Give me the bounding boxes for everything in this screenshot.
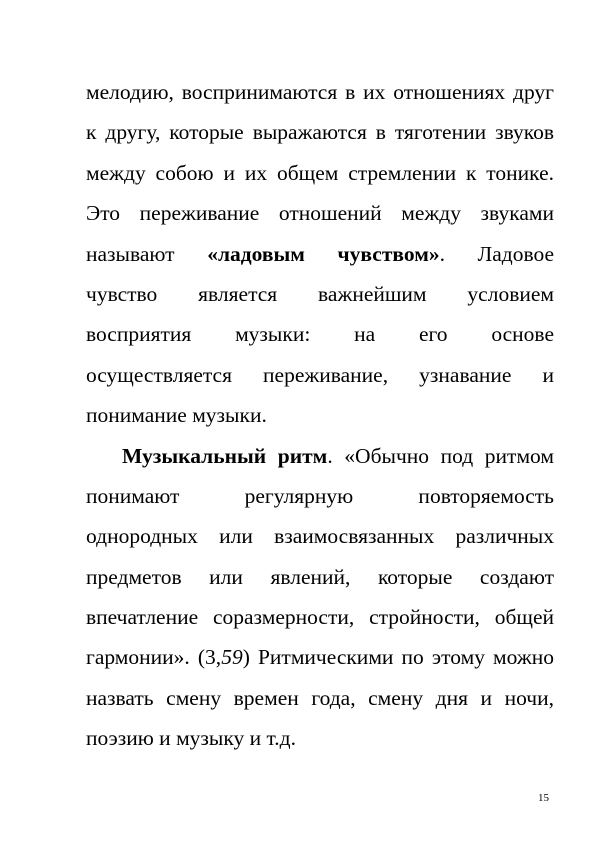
text-line: осуществляется переживание, узнавание и	[86, 362, 554, 387]
text-line: понимание музыки.	[86, 403, 267, 428]
text-segment: . «Обычно под ритмом	[327, 443, 554, 468]
text-line: понимают регулярную повторяемость	[86, 483, 554, 508]
text-segment: гармонии». (3,	[86, 645, 222, 670]
text-line: однородных или взаимосвязанных различных	[86, 524, 554, 549]
text-segment: называют	[86, 241, 208, 266]
text-line: к другу, которые выражаются в тяготении звуков	[86, 120, 554, 145]
text-segment: . Ладовое	[439, 241, 554, 266]
text-line	[86, 637, 554, 677]
text-line: Это переживание отношений между звуками	[86, 201, 554, 226]
citation-page: 59	[221, 645, 243, 670]
main-text	[86, 72, 554, 759]
text-line: между собою и их общем стремлении к тонике.	[86, 160, 554, 185]
text-line: мелодию, воспринимаются в их отношениях друг	[86, 80, 554, 104]
page-number: 15	[538, 792, 549, 804]
text-line	[86, 234, 554, 274]
text-line: чувство является важнейшим условием	[86, 281, 554, 306]
text-segment: ) Ритмическими по этому можно	[242, 645, 554, 670]
text-line: восприятия музыки: на его основе	[86, 322, 554, 347]
text-line: поэзию и музыку и т.д.	[86, 726, 296, 751]
text-line	[86, 436, 554, 476]
text-line: впечатление соразмерности, стройности, общей	[86, 605, 554, 630]
text-line: назвать смену времен года, смену дня и ночи,	[86, 685, 554, 710]
term-modal-feeling: «ладовым чувством»	[207, 241, 440, 266]
term-musical-rhythm: Музыкальный ритм	[122, 443, 328, 468]
text-line: предметов или явлений, которые создают	[86, 564, 554, 589]
